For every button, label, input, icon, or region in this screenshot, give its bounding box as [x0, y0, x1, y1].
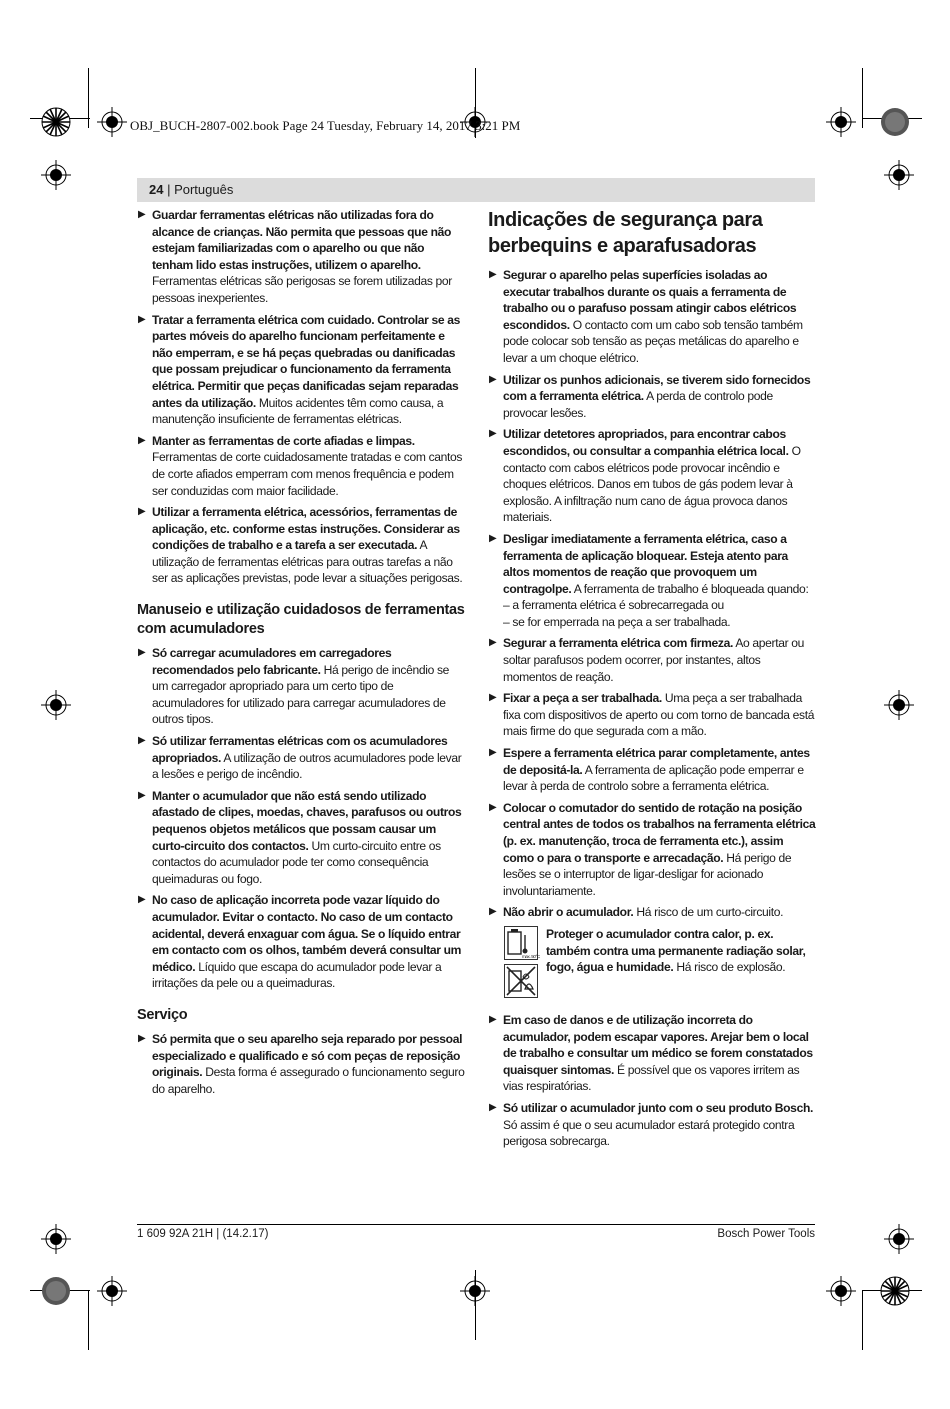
- item-bold-text: Espere a ferramenta elétrica parar completamente, antes de depositá-la.: [503, 746, 810, 777]
- item-text: Há perigo de lesões se o interruptor de ligar-desligar for acionado involuntariamente.: [503, 850, 792, 898]
- footer-doc-number: 1 609 92A 21H | (14.2.17): [137, 1228, 269, 1240]
- registration-mark-icon: [41, 160, 71, 190]
- registration-mark-icon: [97, 1276, 127, 1306]
- item-bold-text: Só permita que o seu aparelho seja reparado por pessoal especializado e qualificado e só com peças de reposição originais.: [152, 1031, 463, 1080]
- footer-brand: Bosch Power Tools: [717, 1228, 815, 1240]
- item-text: Muitos acidentes têm como causa, a manutenção insuficiente de ferramentas elétricas.: [152, 395, 444, 427]
- item-bold-text: Só carregar acumuladores em carregadores recomendados pelo fabricante.: [152, 646, 392, 677]
- registration-mark-icon: [880, 107, 910, 137]
- item-text: A utilização de outros acumuladores pode levar a lesões e perigo de incêndio.: [152, 750, 462, 782]
- item-bold-text: Só utilizar ferramentas elétricas com os acumuladores apropriados.: [152, 734, 448, 765]
- item-bold-text: Utilizar a ferramenta elétrica, acessórios, ferramentas de aplicação, etc. conforme estas instruções. Considerar as condições de trabalho e a tarefa a ser executada.: [152, 505, 460, 553]
- item-text: A perda de controlo pode provocar lesões.: [503, 389, 773, 420]
- item-text: O contacto com um cabo sob tensão também pode colocar sob tensão as peças metálicas do aparelho e levar a um choque elétrico.: [503, 317, 803, 365]
- bullet-triangle-icon: ▶: [138, 434, 146, 446]
- item-bold-text: Segurar o aparelho pelas superfícies isoladas ao executar trabalhos durante os quais a ferramenta de trabalho ou o parafuso possam atingir cabos elétricos escondidos.: [503, 268, 797, 332]
- heading-battery-tools: Manuseio e utilização cuidadosos de ferramentas com acumuladores: [137, 602, 465, 638]
- sub-item: – a ferramenta elétrica é sobrecarregada ou: [503, 598, 724, 613]
- list-item: [488, 800, 816, 900]
- list-item: [488, 1100, 816, 1150]
- item-text: Há perigo de incêndio se um carregador apropriado para um certo tipo de acumuladores for utilizado para carregar acumuladores de outros tipos.: [152, 662, 450, 727]
- item-bold-text: Manter o acumulador que não está sendo utilizado afastado de clipes, moedas, chaves, parafusos ou outros pequenos objetos metálicos que possam causar um curto-circuito dos contactos.: [152, 788, 462, 853]
- book-info-line: OBJ_BUCH-2807-002.book Page 24 Tuesday, February 14, 2017 3:21 PM: [130, 118, 521, 133]
- item-bold-text: Utilizar os punhos adicionais, se tiverem sido fornecidos com a ferramenta elétrica.: [503, 372, 811, 404]
- crop-mark: [862, 1290, 863, 1350]
- item-text: Só assim é que o seu acumulador estará protegido contra perigosa sobrecarga.: [503, 1117, 795, 1149]
- crop-mark: [862, 68, 863, 128]
- item-text: Um curto-circuito entre os contactos do acumulador pode ter como consequência queimaduras ou fogo.: [152, 838, 441, 886]
- page-header-text: [149, 182, 233, 197]
- registration-mark-icon: [41, 107, 71, 137]
- item-text: É possível que os vapores irritem as vias respiratórias.: [503, 1062, 800, 1094]
- bullet-triangle-icon: ▶: [138, 313, 146, 325]
- item-text: A ferramenta de aplicação pode emperrar e levar à perda de controlo sobre a ferramenta elétrica.: [503, 762, 804, 794]
- sub-item: – se for emperrada na peça a ser trabalhada.: [503, 614, 731, 629]
- item-bold-text: Em caso de danos e de utilização incorreta do acumulador, podem escapar vapores. Arejar bem o local de trabalho e consultar um médico se forem constatados quaisquer sintomas.: [503, 1012, 813, 1077]
- list-item: [137, 504, 465, 587]
- list-item: [137, 645, 465, 728]
- item-bold-text: Desligar imediatamente a ferramenta elétrica, caso a ferramenta de aplicação bloquear. Esteja atento para altos momentos de reação que provoquem um contragolpe.: [503, 531, 788, 596]
- registration-mark-icon: [880, 1276, 910, 1306]
- battery-heat-label: max. 50°C: [522, 953, 540, 959]
- list-item: [137, 312, 465, 428]
- service-list: [137, 1031, 465, 1097]
- drill-safety-list-c: [488, 1012, 816, 1150]
- bullet-triangle-icon: ▶: [489, 906, 497, 918]
- item-bold-text: Tratar a ferramenta elétrica com cuidado. Controlar se as partes móveis do aparelho funcionam perfeitamente e não emperram, e se há peças quebradas ou danificadas que possam prejudicar o funcionamento da ferramenta elétrica. Permitir que peças danificadas sejam reparadas antes da utilização.: [152, 312, 461, 410]
- item-text: Ferramentas de corte cuidadosamente tratadas e com cantos de corte afiados emperram com menos frequência e podem ser conduzidas com maior facilidade.: [152, 450, 463, 498]
- bullet-triangle-icon: ▶: [138, 894, 146, 906]
- bullet-triangle-icon: ▶: [138, 735, 146, 747]
- list-item: [488, 1012, 816, 1095]
- page-header: [137, 178, 815, 202]
- footer-rule: [137, 1224, 815, 1225]
- crop-mark: [88, 68, 89, 128]
- right-column: [488, 207, 816, 1155]
- item-text: Ao apertar ou soltar parafusos podem ocorrer, por instantes, altos momentos de reação.: [503, 636, 805, 684]
- header-separator: |: [163, 182, 175, 197]
- list-item: [137, 207, 465, 307]
- list-item: [488, 904, 816, 921]
- bullet-triangle-icon: ▶: [138, 506, 146, 518]
- item-bold-text: Segurar a ferramenta elétrica com firmeza.: [503, 636, 733, 651]
- item-bold-text: Proteger o acumulador contra calor, p. ex. também contra uma permanente radiação solar, fogo, água e humidade.: [546, 926, 806, 975]
- bullet-triangle-icon: ▶: [489, 373, 497, 385]
- registration-mark-icon: [884, 690, 914, 720]
- list-item: [137, 892, 465, 992]
- bullet-triangle-icon: ▶: [489, 1013, 497, 1025]
- registration-mark-icon: [884, 160, 914, 190]
- registration-mark-icon: [97, 107, 127, 137]
- item-bold-text: Utilizar detetores apropriados, para encontrar cabos escondidos, ou consultar a companhia elétrica local.: [503, 427, 789, 458]
- heading-service: Serviço: [137, 1006, 188, 1023]
- bullet-triangle-icon: ▶: [138, 1032, 146, 1044]
- list-item: [488, 372, 816, 422]
- registration-mark-icon: [884, 1224, 914, 1254]
- item-text: A ferramenta de trabalho é bloqueada quando:: [571, 581, 809, 596]
- bullet-triangle-icon: ▶: [489, 532, 497, 544]
- bullet-triangle-icon: ▶: [138, 789, 146, 801]
- icon-warning-item: [488, 926, 816, 1006]
- registration-mark-icon: [41, 1224, 71, 1254]
- bullet-triangle-icon: ▶: [489, 801, 497, 813]
- item-text: Ferramentas elétricas são perigosas se forem utilizadas por pessoas inexperientes.: [152, 274, 452, 305]
- item-bold-text: Fixar a peça a ser trabalhada.: [503, 691, 662, 706]
- list-item: [488, 267, 816, 367]
- item-text: O contacto com cabos elétricos pode provocar incêndio e choques elétricos. Danos em tubos de gás podem levar à explosão. A infiltração num cano de água provoca danos materiais.: [503, 443, 801, 525]
- list-item: [488, 426, 816, 526]
- bullet-triangle-icon: ▶: [489, 692, 497, 704]
- bullet-triangle-icon: ▶: [138, 209, 146, 220]
- left-safety-list: [137, 207, 465, 587]
- battery-safety-list: [137, 645, 465, 992]
- item-text: Há risco de explosão.: [673, 960, 786, 975]
- battery-heat-icon: [504, 926, 538, 960]
- registration-mark-icon: [826, 107, 856, 137]
- item-bold-text: Colocar o comutador do sentido de rotação na posição central antes de todos os trabalhos na ferramenta elétrica (p. ex. manutenção, troca de ferramenta etc.), assim como o para o transporte e arrecadação.: [503, 800, 816, 865]
- item-text: Há risco de um curto-circuito.: [633, 905, 784, 920]
- battery-water-fire-icon: [504, 964, 538, 998]
- list-item: [488, 635, 816, 685]
- header-language: Português: [174, 182, 234, 197]
- item-bold-text: Só utilizar o acumulador junto com o seu produto Bosch.: [503, 1100, 813, 1115]
- list-item: [137, 433, 465, 499]
- page-number: 24: [149, 182, 164, 197]
- item-text: Líquido que escapa do acumulador pode levar a irritações da pele ou a queimaduras.: [152, 959, 442, 991]
- item-bold-text: Não abrir o acumulador.: [503, 905, 634, 920]
- registration-mark-icon: [460, 1276, 490, 1306]
- list-item: [488, 690, 816, 740]
- bullet-triangle-icon: ▶: [489, 428, 497, 440]
- item-bold-text: Manter as ferramentas de corte afiadas e limpas.: [152, 433, 415, 448]
- item-bold-text: No caso de aplicação incorreta pode vazar líquido do acumulador. Evitar o contacto. No caso de um contacto acidental, deverá enxaguar com água. Se o líquido entrar em contacto com os olhos, também deverá consultar um médico.: [152, 893, 462, 974]
- bullet-triangle-icon: ▶: [489, 637, 497, 649]
- list-item: [488, 531, 816, 631]
- registration-mark-icon: [826, 1276, 856, 1306]
- registration-mark-icon: [41, 1276, 71, 1306]
- list-item: [137, 733, 465, 783]
- left-column: [137, 207, 465, 1102]
- drill-safety-list-a: [488, 267, 816, 526]
- item-bold-text: Guardar ferramentas elétricas não utilizadas fora do alcance de crianças. Não permita que pessoas que não estejam familiarizadas com o aparelho ou que não tenham lido estas instruções, utilizem o aparelho.: [152, 208, 452, 272]
- drill-safety-list-b: [488, 635, 816, 921]
- list-item: [137, 1031, 465, 1097]
- crop-mark: [88, 1290, 89, 1350]
- bullet-triangle-icon: ▶: [489, 1101, 497, 1113]
- bullet-triangle-icon: ▶: [489, 269, 497, 280]
- bullet-triangle-icon: ▶: [138, 647, 146, 659]
- item-text: Desta forma é assegurado o funcionamento seguro do aparelho.: [152, 1065, 465, 1096]
- registration-mark-icon: [41, 690, 71, 720]
- heading-drill-safety: Indicações de segurança para berbequins e aparafusadoras: [488, 209, 763, 257]
- item-text: Uma peça a ser trabalhada fixa com dispositivos de aperto ou com torno de bancada está mais firme do que segurada com a mão.: [503, 691, 815, 739]
- bullet-triangle-icon: ▶: [489, 747, 497, 759]
- list-item: [488, 745, 816, 795]
- list-item: [137, 788, 465, 888]
- item-text: A utilização de ferramentas elétricas para outras tarefas a não ser as aplicações previstas, pode levar a situações perigosas.: [152, 538, 463, 586]
